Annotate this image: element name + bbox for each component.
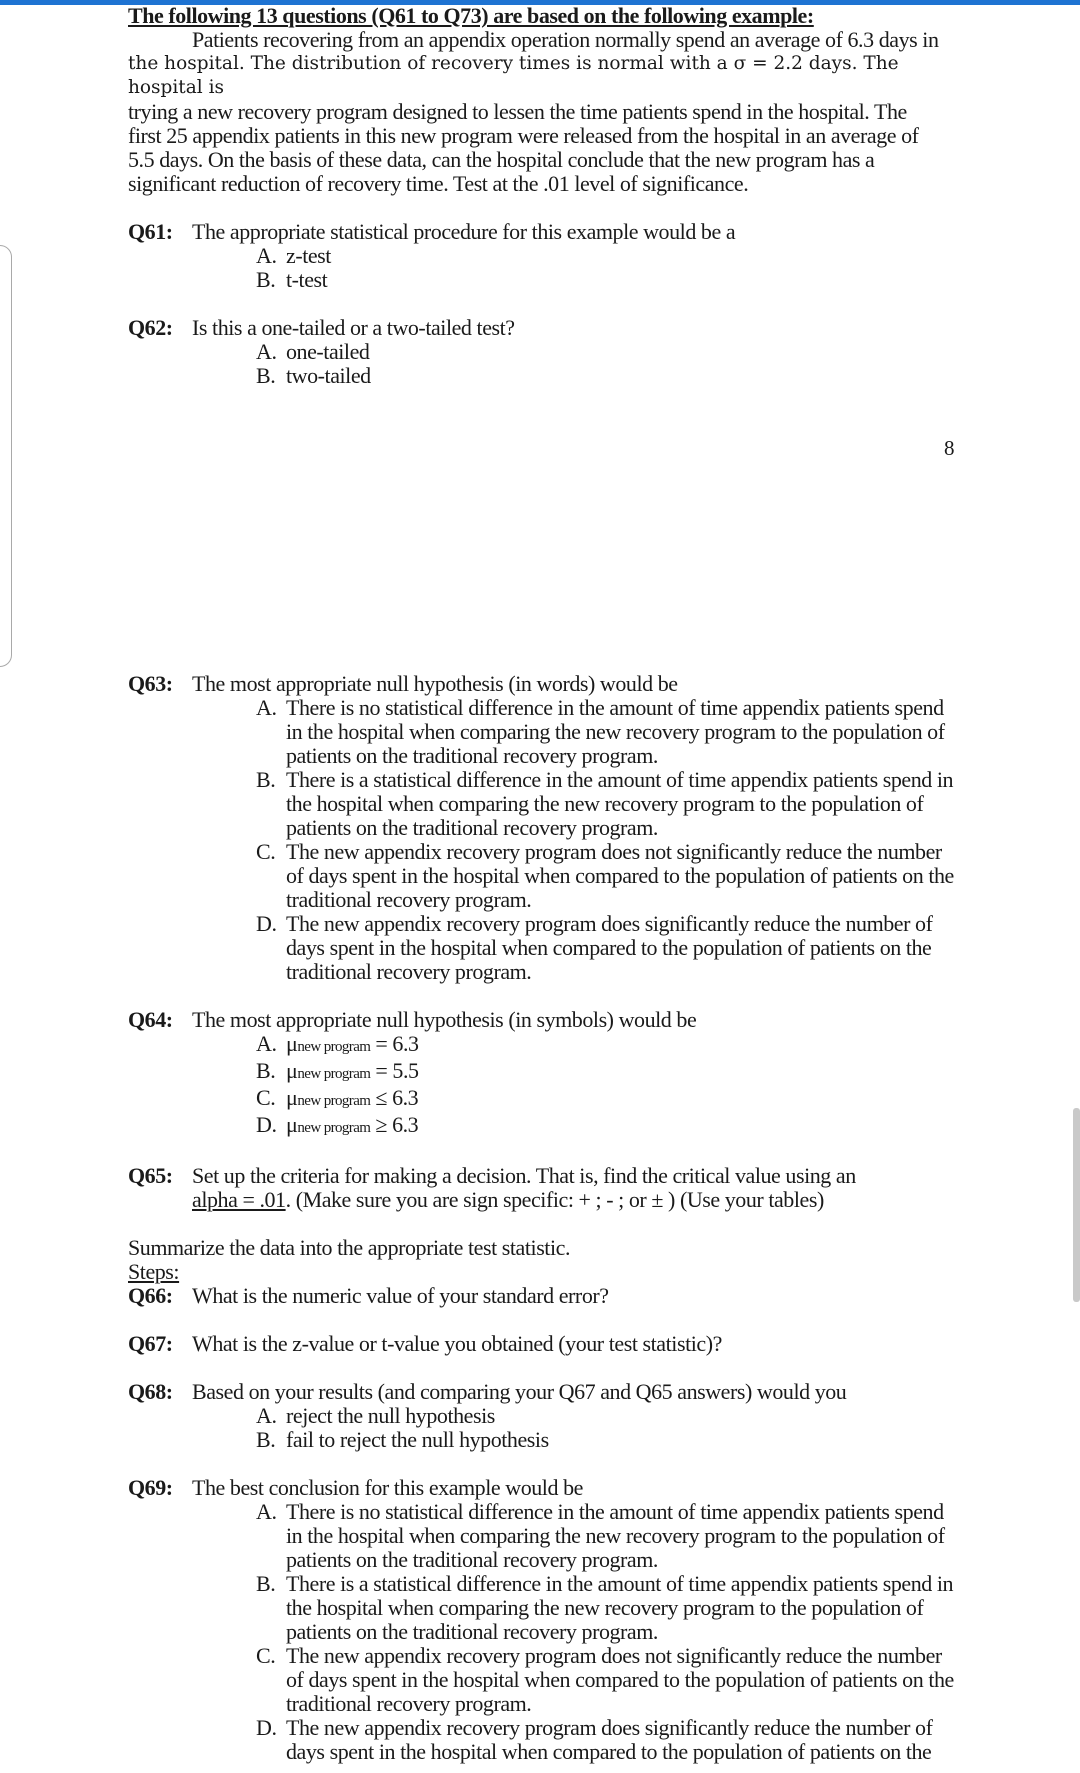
- question-text-rest: . (Make sure you are sign specific: + ; - ; or ± ) (Use your tables): [285, 1187, 824, 1212]
- option-label: C.: [256, 1085, 276, 1110]
- question-number: Q61:: [128, 219, 173, 244]
- answer-option[interactable]: [256, 1500, 958, 1572]
- intro-line: first 25 appendix patients in this new program were released from the hospital in an average of: [128, 123, 919, 148]
- option-text: There is no statistical difference in the amount of time appendix patients spend in the hospital when comparing the new recovery program to the population of patients on the traditional recovery program.: [286, 695, 945, 768]
- intro-line: trying a new recovery program designed to lessen the time patients spend in the hospital. The: [128, 99, 907, 124]
- intro-line: the hospital. The distribution of recovery times is normal with a σ = 2.2 days. The hospital is: [128, 53, 899, 98]
- answer-option[interactable]: [256, 1644, 958, 1716]
- intro-line: significant reduction of recovery time. Test at the .01 level of significance.: [128, 171, 749, 196]
- answer-option[interactable]: [256, 244, 958, 268]
- question-text: What is the z-value or t-value you obtained (your test statistic)?: [192, 1331, 722, 1356]
- mu-symbol: μ: [286, 1112, 298, 1137]
- question-text: What is the numeric value of your standard error?: [192, 1283, 609, 1308]
- question-number: Q67:: [128, 1331, 173, 1356]
- subscript: new program: [297, 1066, 371, 1082]
- steps-label: Steps:: [128, 1259, 180, 1284]
- question-q63: [128, 672, 958, 984]
- option-text: one-tailed: [286, 339, 370, 364]
- intro-paragraph: [128, 52, 958, 196]
- option-label: B.: [256, 767, 276, 792]
- question-q68: [128, 1380, 958, 1452]
- answer-option[interactable]: [256, 1032, 958, 1059]
- question-q65: [128, 1164, 958, 1212]
- question-number: Q65:: [128, 1163, 173, 1188]
- question-text: Based on your results (and comparing your Q67 and Q65 answers) would you: [192, 1379, 847, 1404]
- question-text: The best conclusion for this example would be: [192, 1475, 583, 1500]
- answer-option[interactable]: [256, 268, 958, 292]
- question-q64: [128, 1008, 958, 1140]
- option-label: D.: [256, 1715, 277, 1740]
- answer-option[interactable]: [256, 364, 958, 388]
- option-text: t-test: [286, 267, 328, 292]
- answer-option[interactable]: [256, 1113, 958, 1140]
- option-text: The new appendix recovery program does not significantly reduce the number of days spent in the hospital when compared to the population of patients on the traditional recovery program.: [286, 1643, 954, 1716]
- answer-option[interactable]: [256, 1059, 958, 1086]
- mu-symbol: μ: [286, 1085, 298, 1110]
- option-text: z-test: [286, 243, 331, 268]
- answer-option[interactable]: [256, 768, 958, 840]
- option-label: D.: [256, 911, 277, 936]
- option-label: B.: [256, 363, 276, 388]
- page-number: 8: [944, 436, 955, 460]
- option-label: B.: [256, 267, 276, 292]
- option-text: There is no statistical difference in the amount of time appendix patients spend in the hospital when comparing the new recovery program to the population of patients on the traditional recovery program.: [286, 1499, 945, 1572]
- answer-option[interactable]: [256, 912, 958, 984]
- mu-symbol: μ: [286, 1058, 298, 1083]
- answer-option[interactable]: [256, 1716, 958, 1764]
- option-label: A.: [256, 1031, 277, 1056]
- question-number: Q68:: [128, 1379, 173, 1404]
- option-label: A.: [256, 339, 277, 364]
- relation: ≤ 6.3: [375, 1085, 419, 1110]
- side-panel-edge[interactable]: [0, 245, 12, 667]
- option-text: fail to reject the null hypothesis: [286, 1427, 549, 1452]
- question-q61: [128, 220, 958, 292]
- relation: = 5.5: [375, 1058, 419, 1083]
- option-text: The new appendix recovery program does not significantly reduce the number of days spent in the hospital when compared to the population of patients on the traditional recovery program.: [286, 839, 954, 912]
- question-text: Is this a one-tailed or a two-tailed test?: [192, 315, 515, 340]
- question-q66: [128, 1284, 958, 1308]
- question-text: Set up the criteria for making a decision. That is, find the critical value using an: [192, 1163, 856, 1188]
- option-label: C.: [256, 1643, 276, 1668]
- answer-option[interactable]: [256, 1572, 958, 1644]
- option-label: B.: [256, 1571, 276, 1596]
- document-page: [128, 4, 958, 388]
- question-number: Q66:: [128, 1283, 173, 1308]
- relation: ≥ 6.3: [375, 1112, 419, 1137]
- option-text: two-tailed: [286, 363, 371, 388]
- question-text: The most appropriate null hypothesis (in words) would be: [192, 671, 678, 696]
- scrollbar-thumb[interactable]: [1073, 1108, 1080, 1302]
- option-text: There is a statistical difference in the amount of time appendix patients spend in the hospital when comparing the new recovery program to the population of patients on the traditional recovery program.: [286, 1571, 954, 1644]
- subscript: new program: [297, 1093, 371, 1109]
- option-label: B.: [256, 1427, 276, 1452]
- alpha-value: alpha = .01: [192, 1187, 286, 1212]
- question-number: Q69:: [128, 1475, 173, 1500]
- answer-option[interactable]: [256, 1428, 958, 1452]
- subscript: new program: [297, 1039, 371, 1055]
- option-label: A.: [256, 243, 277, 268]
- subscript: new program: [297, 1120, 371, 1136]
- question-q69: [128, 1476, 958, 1764]
- option-label: D.: [256, 1112, 277, 1137]
- answer-option[interactable]: [256, 340, 958, 364]
- option-label: A.: [256, 695, 277, 720]
- mu-symbol: μ: [286, 1031, 298, 1056]
- option-text: The new appendix recovery program does significantly reduce the number of days spent in the hospital when compared to the population of patients on the traditional recovery program.: [286, 911, 933, 984]
- question-number: Q63:: [128, 671, 173, 696]
- question-text: The most appropriate null hypothesis (in symbols) would be: [192, 1007, 697, 1032]
- question-number: Q62:: [128, 315, 173, 340]
- intro-first-line: Patients recovering from an appendix operation normally spend an average of 6.3 days in: [192, 27, 939, 52]
- option-text: There is a statistical difference in the amount of time appendix patients spend in the hospital when comparing the new recovery program to the population of patients on the traditional recovery program.: [286, 767, 954, 840]
- option-text: reject the null hypothesis: [286, 1403, 495, 1428]
- option-label: A.: [256, 1499, 277, 1524]
- section-heading: The following 13 questions (Q61 to Q73) are based on the following example:: [128, 3, 814, 28]
- document-page-2: [128, 672, 958, 1764]
- option-label: B.: [256, 1058, 276, 1083]
- summarize-text: Summarize the data into the appropriate test statistic.: [128, 1235, 570, 1260]
- option-text: The new appendix recovery program does significantly reduce the number of days spent in the hospital when compared to the population of patients on the: [286, 1715, 933, 1764]
- question-q62: [128, 316, 958, 388]
- answer-option[interactable]: [256, 840, 958, 912]
- option-label: A.: [256, 1403, 277, 1428]
- question-q67: [128, 1332, 958, 1356]
- option-label: C.: [256, 839, 276, 864]
- answer-option[interactable]: [256, 1404, 958, 1428]
- question-number: Q64:: [128, 1007, 173, 1032]
- relation: = 6.3: [375, 1031, 419, 1056]
- question-text: The appropriate statistical procedure for this example would be a: [192, 219, 736, 244]
- answer-option[interactable]: [256, 1086, 958, 1113]
- answer-option[interactable]: [256, 696, 958, 768]
- intro-line: 5.5 days. On the basis of these data, can the hospital conclude that the new program has a: [128, 147, 875, 172]
